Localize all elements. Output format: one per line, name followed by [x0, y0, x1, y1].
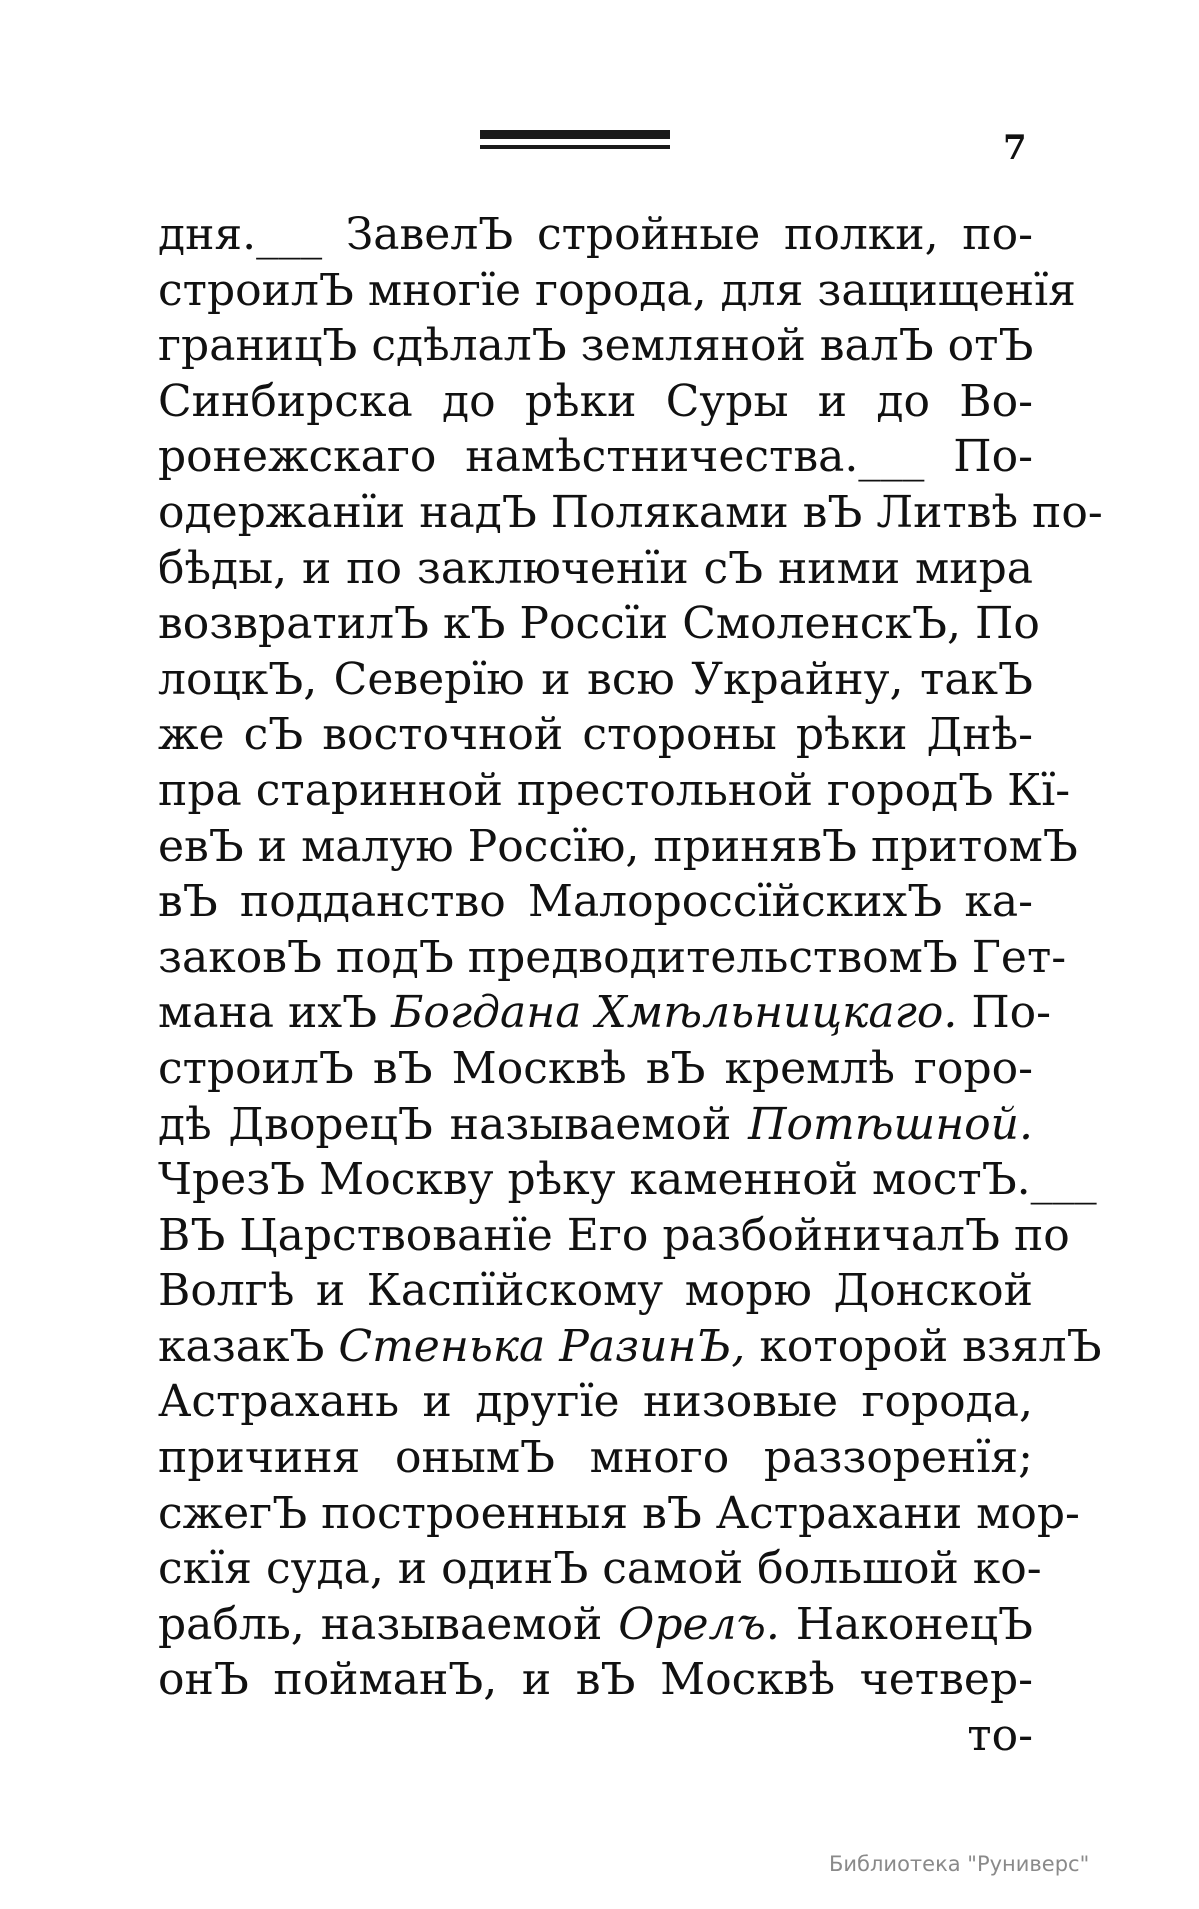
text-segment: Астрахань и другїе низовые города,	[158, 1376, 1033, 1428]
text-segment: одержанїи надЪ Поляками вЪ Литвѣ по-	[158, 486, 1103, 538]
text-line	[158, 374, 1033, 430]
text-segment: бѣды, и по заключенїи сЪ ними мира	[158, 542, 1033, 594]
text-segment: то-	[967, 1710, 1033, 1762]
text-line	[158, 1097, 1033, 1153]
text-line	[158, 318, 1033, 374]
library-watermark: Библиотека "Руниверс"	[829, 1852, 1090, 1876]
text-line	[158, 596, 1040, 652]
text-line	[158, 819, 1078, 875]
italic-text: Потѣшной.	[748, 1098, 1033, 1150]
text-segment: скїя суда, и одинЪ самой большой ко-	[158, 1543, 1042, 1595]
text-segment: дня.___ ЗавелЪ стройные полки, по-	[158, 209, 1033, 260]
text-line	[158, 429, 1033, 485]
text-line	[158, 1263, 1033, 1319]
text-line	[158, 207, 1033, 263]
text-line	[158, 1597, 1033, 1653]
text-line	[158, 1541, 1042, 1597]
text-segment: онЪ пойманЪ, и вЪ Москвѣ четвер-	[158, 1654, 1033, 1706]
italic-text: Орелъ.	[618, 1598, 780, 1650]
text-line	[158, 1652, 1033, 1708]
text-segment: вЪ подданство МалороссїйскихЪ ка-	[158, 876, 1033, 928]
italic-text: Богдана Хмѣльницкаго.	[391, 987, 958, 1039]
text-segment: ЧрезЪ Москву рѣку каменной мостЪ.___	[158, 1154, 1097, 1206]
text-line	[158, 1319, 1102, 1375]
text-segment: дѣ ДворецЪ называемой	[158, 1098, 749, 1150]
italic-text: Стенька РазинЪ,	[338, 1320, 746, 1372]
text-segment: которой взялЪ	[745, 1320, 1102, 1372]
text-segment: По-	[957, 987, 1052, 1039]
text-segment: границЪ сдѣлалЪ земляной валЪ отЪ	[158, 320, 1034, 372]
text-line	[158, 485, 1103, 541]
text-segment: причиня онымЪ много раззоренїя;	[158, 1432, 1033, 1484]
text-line	[158, 930, 1067, 986]
body-text	[158, 207, 1103, 1764]
text-line	[158, 1374, 1033, 1430]
text-line	[158, 874, 1033, 930]
text-line	[158, 1041, 1033, 1097]
text-segment: ронежскаго намѣстничества.___ По-	[158, 431, 1033, 483]
text-line	[158, 1152, 1097, 1208]
text-line	[158, 541, 1033, 597]
text-line	[158, 985, 1052, 1041]
text-segment: заковЪ подЪ предводительствомЪ Гет-	[158, 931, 1067, 983]
text-segment: мана ихЪ	[158, 987, 392, 1039]
text-line	[158, 1486, 1080, 1542]
header-rule-thick	[480, 130, 670, 139]
text-line	[158, 1208, 1070, 1264]
text-segment: ВЪ Царствованїе Его разбойничалЪ по	[158, 1209, 1070, 1261]
page-number: 7	[1003, 128, 1027, 168]
text-segment: казакЪ	[158, 1320, 339, 1372]
text-segment: строилЪ многїе города, для защищенїя	[158, 264, 1076, 316]
text-line	[158, 652, 1033, 708]
text-segment: НаконецЪ	[779, 1598, 1033, 1650]
text-line	[158, 707, 1033, 763]
text-line	[158, 1430, 1033, 1486]
text-line	[158, 763, 1071, 819]
text-segment: евЪ и малую Россїю, принявЪ притомЪ	[158, 820, 1078, 872]
text-segment: Синбирска до рѣки Суры и до Во-	[158, 375, 1033, 427]
text-segment: Волгѣ и Каспїйскому морю Донской	[158, 1265, 1033, 1317]
text-segment: возвратилЪ кЪ Россїи СмоленскЪ, По	[158, 598, 1040, 650]
text-line	[158, 1708, 1033, 1764]
text-segment: рабль, называемой	[158, 1598, 619, 1650]
text-segment: строилЪ вЪ Москвѣ вЪ кремлѣ горо-	[158, 1042, 1033, 1094]
header-rule-thin	[480, 145, 670, 149]
text-segment: же сЪ восточной стороны рѣки Днѣ-	[158, 709, 1033, 761]
text-segment: лоцкЪ, Северїю и всю Украйну, такЪ	[158, 653, 1033, 705]
text-segment: сжегЪ построенныя вЪ Астрахани мор-	[158, 1487, 1080, 1539]
text-segment: пра старинной престольной городЪ Кї-	[158, 764, 1071, 816]
text-line	[158, 263, 1076, 319]
